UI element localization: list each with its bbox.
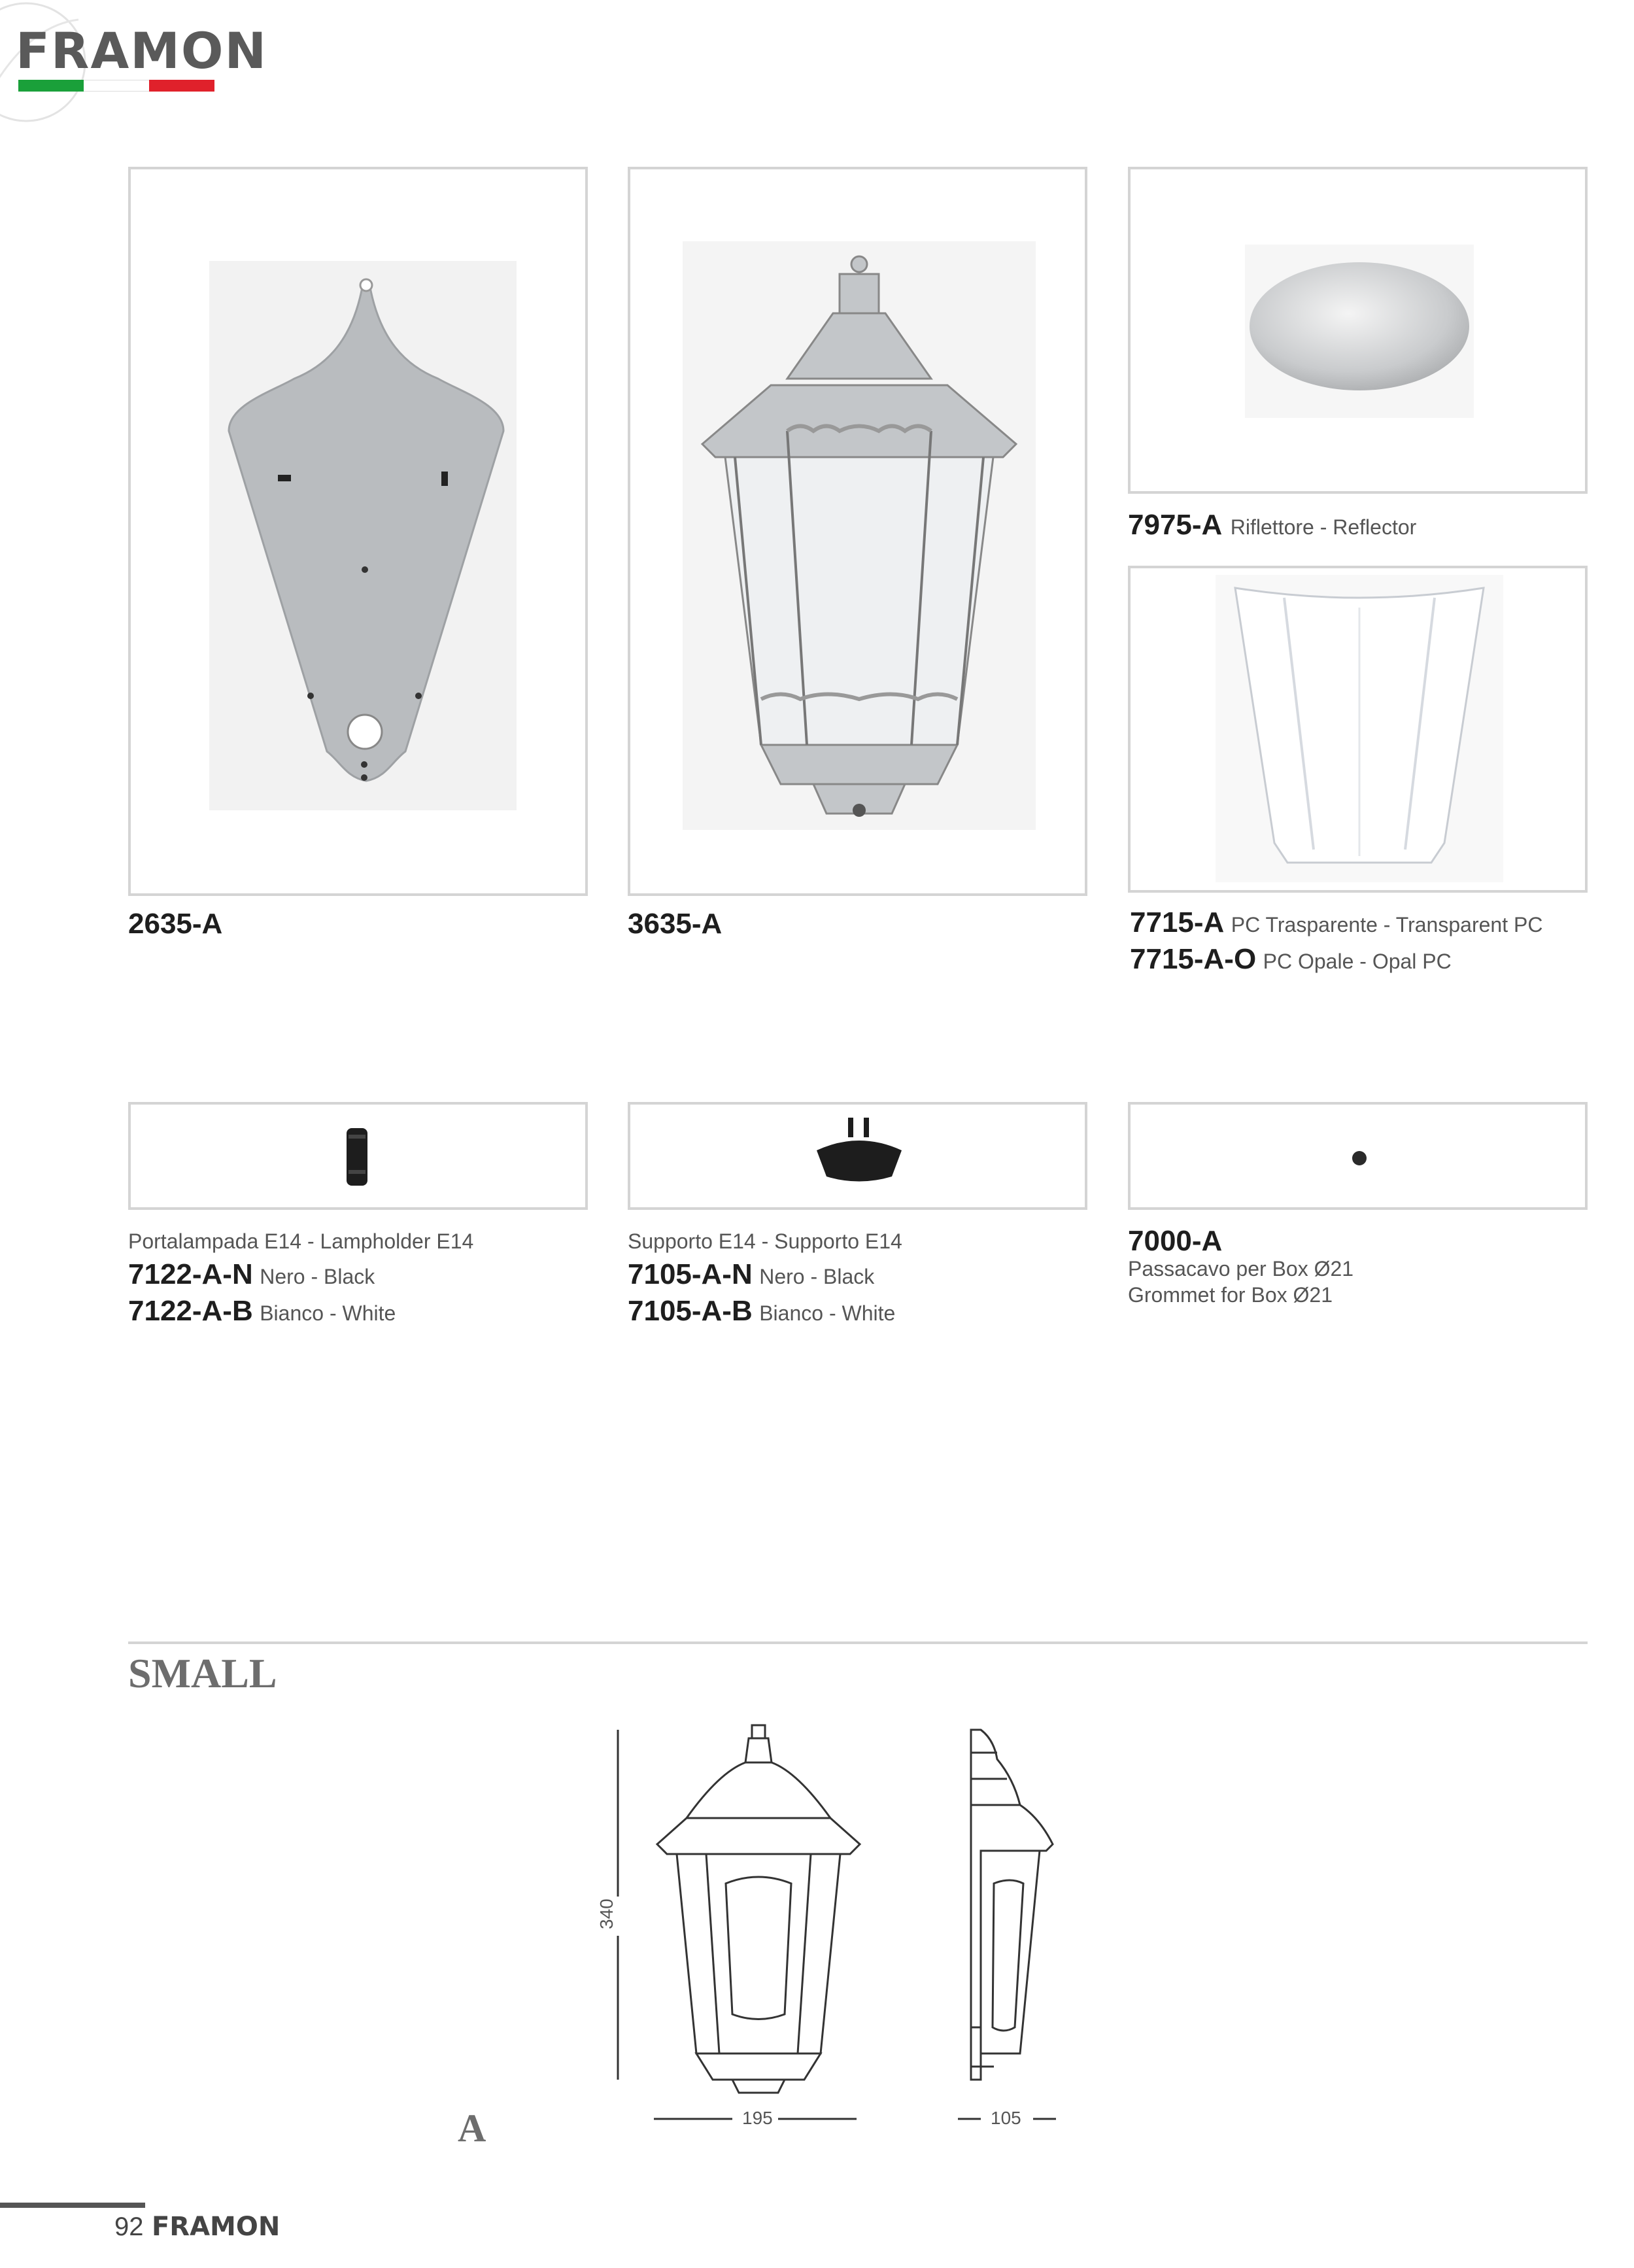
product-image-3635-A [628, 167, 1087, 896]
lampholder-title: Portalampada E14 - Lampholder E14 [128, 1229, 474, 1253]
product-code-3635-A: 3635-A [628, 908, 723, 940]
support-image [630, 1105, 1085, 1207]
diffuser-image [1131, 568, 1585, 890]
product-code-7122-A-B: 7122-A-B [128, 1295, 253, 1327]
product-desc-7105-A-N: Nero - Black [759, 1265, 875, 1288]
footer-rule [0, 2203, 145, 2208]
brand-logo-text: FRAMON [16, 22, 268, 80]
caption-7715-A [1130, 906, 1542, 939]
product-desc-7122-A-N: Nero - Black [260, 1265, 375, 1288]
product-code-7000-A: 7000-A [1128, 1225, 1223, 1257]
product-desc-7715-A: PC Trasparente - Transparent PC [1231, 913, 1543, 936]
footer [114, 2212, 280, 2242]
dimension-depth: 105 [991, 2108, 1021, 2128]
reflector-image [1131, 169, 1585, 491]
page-number: 92 [114, 2212, 144, 2241]
product-image-support [628, 1102, 1087, 1210]
lantern-image [630, 169, 1085, 893]
caption-7105-A-B [628, 1295, 895, 1328]
product-desc-7122-A-B: Bianco - White [260, 1301, 396, 1325]
caption-7715-A-O [1130, 943, 1452, 976]
product-image-7975-A [1128, 167, 1588, 494]
product-code-2635-A: 2635-A [128, 908, 223, 940]
grommet-desc-line2: Grommet for Box Ø21 [1128, 1283, 1333, 1307]
lampholder-image [131, 1105, 585, 1207]
product-code-7715-A: 7715-A [1130, 906, 1225, 938]
product-image-grommet [1128, 1102, 1588, 1210]
product-desc-7105-A-B: Bianco - White [759, 1301, 896, 1325]
product-desc-7975-A: Riflettore - Reflector [1230, 515, 1417, 539]
product-image-7715-A [1128, 566, 1588, 893]
lantern-dimension-drawing [588, 1713, 1098, 2132]
grommet-desc-line1: Passacavo per Box Ø21 [1128, 1257, 1354, 1280]
product-desc-7715-A-O: PC Opale - Opal PC [1263, 950, 1452, 973]
dimension-height: 340 [596, 1899, 617, 1929]
caption-7975-A [1128, 509, 1416, 541]
variant-label: A [458, 2106, 486, 2150]
product-image-2635-A [128, 167, 588, 896]
wall-plate-image [131, 169, 585, 893]
dimension-width: 195 [742, 2108, 773, 2128]
caption-7122-A-B [128, 1295, 396, 1328]
section-divider [128, 1641, 1588, 1644]
technical-drawing [588, 1713, 1098, 2132]
caption-7105-A-N [628, 1258, 874, 1291]
support-title: Supporto E14 - Supporto E14 [628, 1229, 902, 1253]
grommet-image [1131, 1105, 1585, 1207]
brand-logo [0, 0, 268, 131]
product-image-lampholder [128, 1102, 588, 1210]
product-code-7105-A-B: 7105-A-B [628, 1295, 753, 1327]
footer-brand: FRAMON [151, 2212, 281, 2242]
product-code-7975-A: 7975-A [1128, 509, 1223, 541]
product-code-7122-A-N: 7122-A-N [128, 1258, 253, 1290]
caption-7122-A-N [128, 1258, 375, 1291]
section-title: SMALL [128, 1650, 277, 1696]
italian-flag-stripe [18, 80, 214, 92]
product-code-7715-A-O: 7715-A-O [1130, 943, 1257, 975]
product-code-7105-A-N: 7105-A-N [628, 1258, 753, 1290]
